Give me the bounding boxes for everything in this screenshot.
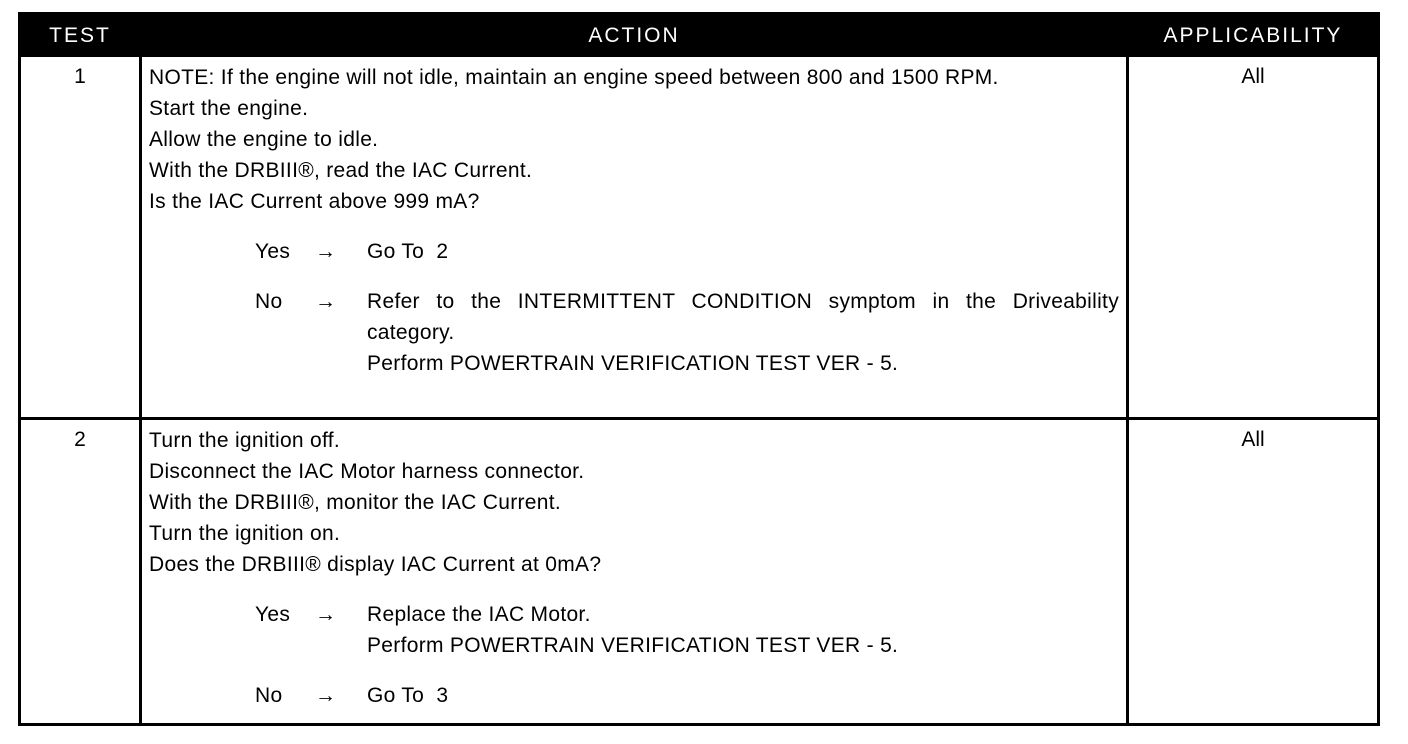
arrow-icon: → <box>315 684 337 707</box>
no-label: No <box>255 684 283 707</box>
yes-branch <box>255 599 1121 661</box>
no-label: No <box>255 290 283 313</box>
test-number: 2 <box>74 428 86 451</box>
action-step: Does the DRBIII® display IAC Current at 0mA? <box>149 553 602 576</box>
applicability-value: All <box>1241 428 1265 451</box>
arrow-icon: → <box>315 603 337 626</box>
action-step: With the DRBIII®, monitor the IAC Current. <box>149 491 562 514</box>
yes-label: Yes <box>255 240 291 263</box>
arrow-icon: → <box>315 240 337 263</box>
test-number: 1 <box>74 65 86 88</box>
yes-result: Go To 2 <box>367 240 449 263</box>
diagnostic-test-table <box>18 12 1380 726</box>
applicability-value: All <box>1241 65 1265 88</box>
action-step: NOTE: If the engine will not idle, maintain an engine speed between 800 and 1500 RPM. <box>149 66 999 89</box>
arrow-icon: → <box>315 290 337 313</box>
header-test: TEST <box>49 24 111 47</box>
yes-label: Yes <box>255 603 291 626</box>
table-row <box>21 420 1377 723</box>
action-step: Start the engine. <box>149 97 309 120</box>
yes-result: Replace the IAC Motor. <box>367 603 591 626</box>
action-step: Turn the ignition off. <box>149 429 341 452</box>
action-step: Is the IAC Current above 999 mA? <box>149 190 480 213</box>
no-result: Refer to the INTERMITTENT CONDITION symptom in the Driveability category. <box>367 290 1119 344</box>
action-step: Allow the engine to idle. <box>149 128 379 151</box>
action-step: With the DRBIII®, read the IAC Current. <box>149 159 533 182</box>
table-header <box>21 15 1377 57</box>
action-cell <box>149 425 1121 711</box>
header-applicability: APPLICABILITY <box>1163 24 1343 47</box>
header-action: ACTION <box>588 24 680 47</box>
action-cell <box>149 62 1119 379</box>
no-branch <box>255 680 1121 711</box>
action-step: Disconnect the IAC Motor harness connector. <box>149 460 585 483</box>
no-result: Perform POWERTRAIN VERIFICATION TEST VER - 5. <box>367 352 899 375</box>
table-row <box>21 57 1377 417</box>
yes-result: Perform POWERTRAIN VERIFICATION TEST VER - 5. <box>367 634 899 657</box>
no-result: Go To 3 <box>367 684 449 707</box>
action-step: Turn the ignition on. <box>149 522 341 545</box>
yes-branch <box>255 236 1119 267</box>
no-branch <box>255 286 1119 379</box>
